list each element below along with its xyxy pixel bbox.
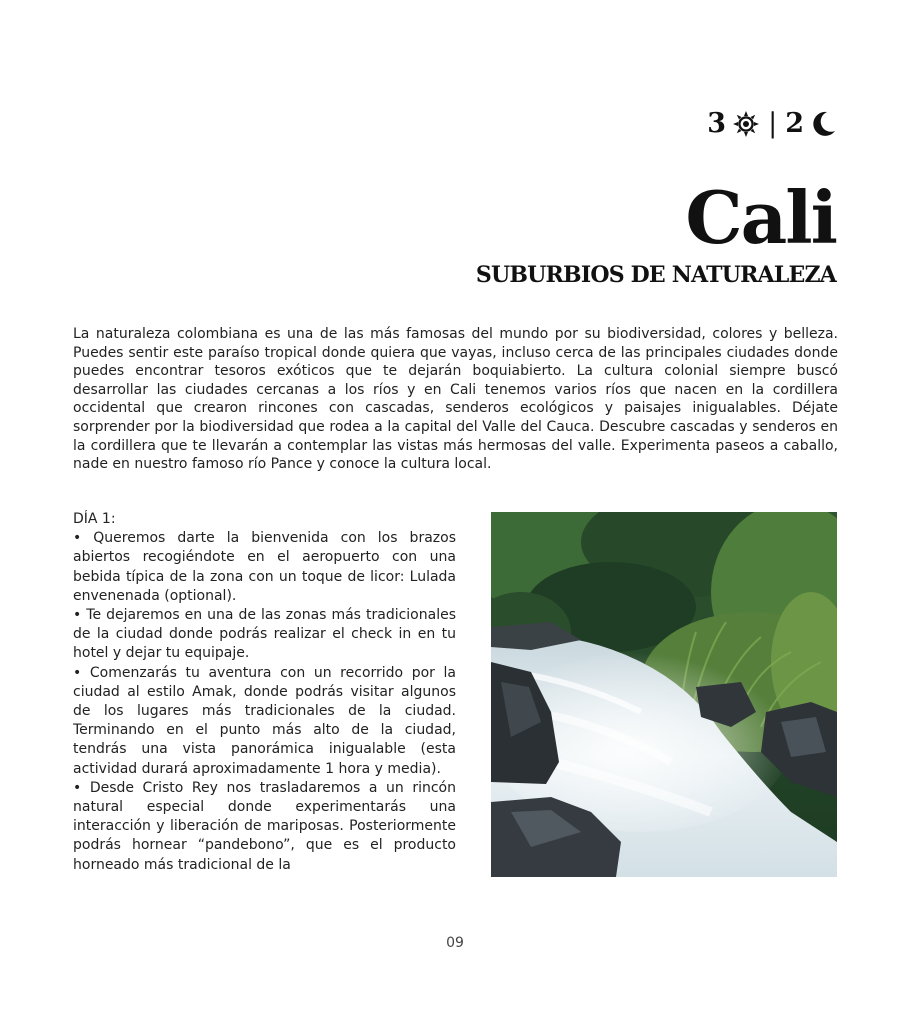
duration-separator: |: [768, 108, 778, 139]
itinerary-item: • Desde Cristo Rey nos trasladaremos a un rincón natural especial donde experimentarás una interacción y liberación de mariposas. Posteriormente podrás hornear “pandebono”, que es el producto horneado más tradicional de la: [73, 779, 456, 873]
nights-count: 2: [785, 108, 804, 139]
days-count: 3: [707, 108, 727, 139]
itinerary-item: • Queremos darte la bienvenida con los brazos abiertos recogiéndote en el aeropuerto con una bebida típica de la zona con un toque de licor: Lulada envenenada (optional).: [73, 530, 456, 604]
itinerary-day-1: [73, 510, 456, 882]
page-number: 09: [446, 935, 464, 951]
page-subtitle: SUBURBIOS DE NATURALEZA: [475, 262, 836, 288]
moon-icon: [810, 110, 836, 138]
page-title: Cali: [685, 175, 836, 260]
itinerary-item: • Comenzarás tu aventura con un recorrido por la ciudad al estilo Amak, donde podrás visitar algunos de los lugares más tradicionales de la ciudad. Terminando en el punto más alto de la ciudad, tendrás una vista panorámica inigualable (esta actividad durará aproximadamente 1 hora y media).: [73, 664, 456, 777]
duration-badge: [707, 108, 836, 139]
river-photo: [491, 512, 837, 877]
intro-paragraph: La naturaleza colombiana es una de las más famosas del mundo por su biodiversidad, colores y belleza. Puedes sentir este paraíso tropical donde quiera que vayas, incluso cerca de las principales ciudades donde puedes encontrar tesoros exóticos que te dejarán boquiabierto. La cultura colonial siempre buscó desarrollar las ciudades cercanas a los ríos y en Cali tenemos varios ríos que nacen en la cordillera occidental que crearon rincones con cascadas, senderos ecológicos y paisajes inigualables. Déjate sorprender por la biodiversidad que rodea a la capital del Valle del Cauca. Descubre cascadas y senderos en la cordillera que te llevarán a contemplar las vistas más hermosas del valle. Experimenta paseos a caballo, nade en nuestro famoso río Pance y conoce la cultura local.: [73, 326, 838, 473]
sun-icon: [732, 110, 760, 138]
itinerary-item: • Te dejaremos en una de las zonas más tradicionales de la ciudad donde podrás realizar el check in en tu hotel y dejar tu equipaje.: [73, 607, 456, 662]
day-label: DÍA 1:: [73, 511, 116, 527]
